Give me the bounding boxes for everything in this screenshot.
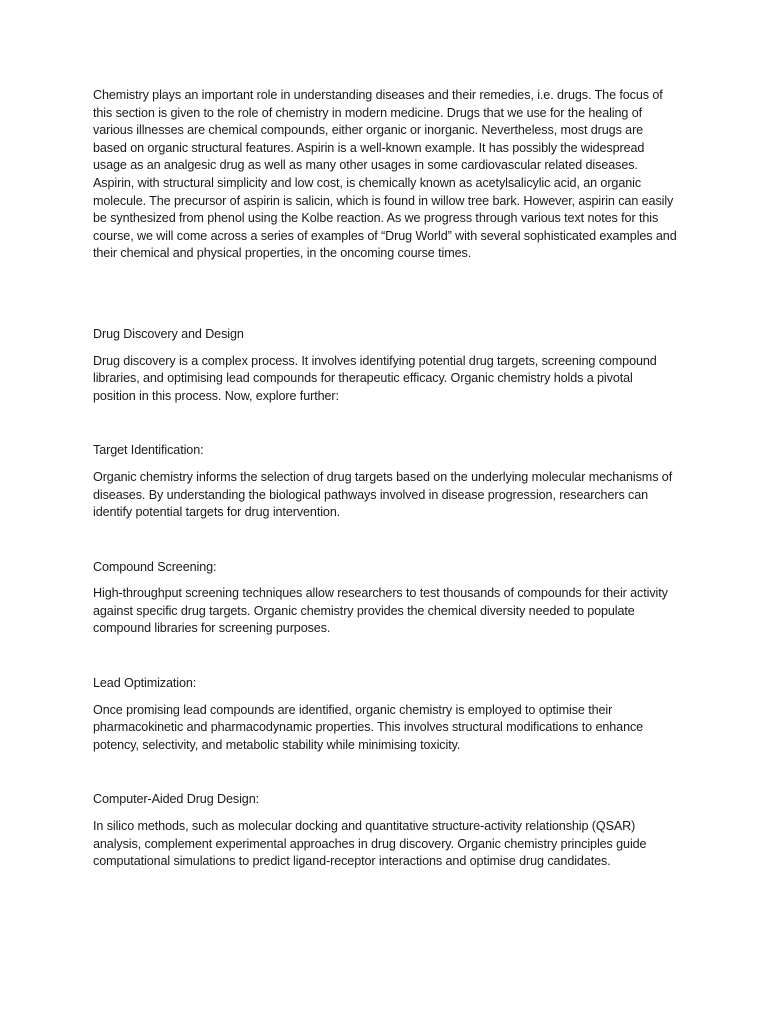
section-body-lead-optimization: Once promising lead compounds are identified, organic chemistry is employed to optimise their pharmacokinetic and pharmacodynamic properties. This involves structural modifications to enhance potency, selectivity, and metabolic stability while minimising toxicity. [93, 702, 644, 752]
section-body-computer-aided-design: In silico methods, such as molecular docking and quantitative structure-activity relationship (QSAR) analysis, complement experimental approaches in drug discovery. Organic chemistry principles guide computational simulations to predict ligand-receptor interactions and optimise drug candidates. [93, 819, 647, 869]
section-body-drug-discovery: Drug discovery is a complex process. It involves identifying potential drug targets, screening compound libraries, and optimising lead compounds for therapeutic efficacy. Organic chemistry holds a pivotal position in this process. Now, explore further: [93, 353, 657, 403]
section-heading-target-identification: Target Identification: [93, 443, 204, 458]
intro-paragraph: Chemistry plays an important role in understanding diseases and their remedies, i.e. drugs. The focus of this section is given to the role of chemistry in modern medicine. Drugs that we use for the healing of various illnesses are chemical compounds, either organic or inorganic. Nevertheless, most drugs are based on organic structural features. Aspirin is a well-known example. It has possibly the widespread usage as an analgesic drug as well as many other usages in some cardiovascular related diseases. Aspirin, with structural simplicity and low cost, is chemically known as acetylsalicylic acid, an organic molecule. The precursor of aspirin is salicin, which is found in willow tree bark. However, aspirin can easily be synthesized from phenol using the Kolbe reaction. As we progress through various text notes for this course, we will come across a series of examples of “Drug World” with several sophisticated examples and their chemical and physical properties, in the oncoming course times. [93, 88, 677, 261]
section-heading-lead-optimization: Lead Optimization: [93, 676, 197, 691]
section-body-target-identification: Organic chemistry informs the selection of drug targets based on the underlying molecular mechanisms of diseases. By understanding the biological pathways involved in disease progression, researchers can identify potential targets for drug intervention. [93, 469, 673, 520]
section-heading-computer-aided-design: Computer-Aided Drug Design: [93, 792, 259, 807]
document-content [93, 87, 678, 908]
section-heading-drug-discovery: Drug Discovery and Design [93, 326, 244, 341]
section-body-compound-screening: High-throughput screening techniques allow researchers to test thousands of compounds for their activity against specific drug targets. Organic chemistry provides the chemical diversity needed to populate compound libraries for screening purposes. [93, 586, 668, 636]
section-heading-compound-screening: Compound Screening: [93, 559, 217, 574]
